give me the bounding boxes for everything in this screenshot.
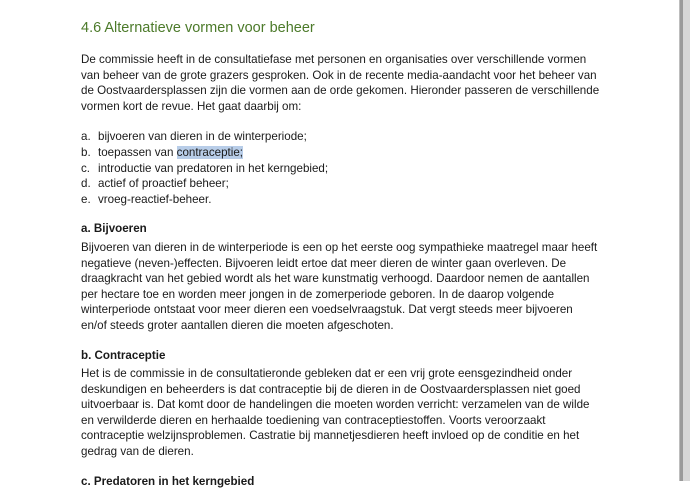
list-item-text: introductie van predatoren in het kerngebied; (98, 161, 329, 175)
list-item-text: vroeg-reactief-beheer. (98, 192, 212, 206)
intro-paragraph (81, 52, 611, 114)
section-heading: 4.6 Alternatieve vormen voor beheer (81, 20, 315, 36)
paragraph-line: winterperiode ontstaat voor meer dieren een voedselvraagstuk. Dat vergt steeds meer bijvoeren (81, 303, 573, 317)
intro-line: van beheer van de grote grazers gesproken. Ook in de recente media-aandacht voor het beheer van (81, 68, 597, 82)
list-item (81, 176, 611, 192)
intro-line: De commissie heeft in de consultatiefase met personen en organisaties over verschillende vormen (81, 53, 587, 66)
paragraph-line: draagkracht van het gebied wordt als het ware kunstmatig verhoogd. Daardoor nemen de aantallen (81, 272, 590, 286)
list-item (81, 161, 611, 177)
paragraph-line: Het is de commissie in de consultatieronde gebleken dat er een vrij grote eensgezindheid onder (81, 367, 573, 381)
paragraph-line: per hectare toe en worden meer jongen in de zomerperiode geboren. In de daarop volgende (81, 287, 555, 301)
list-marker: b. (81, 145, 91, 159)
window-edge (679, 0, 690, 481)
selected-text[interactable]: contraceptie; (176, 145, 244, 159)
subheading-contraceptie: b. Contraceptie (81, 348, 166, 362)
paragraph-line: contraceptie welzijnsproblemen. Castratie bij mannetjesdieren heeft invloed op de conditie en het (81, 429, 580, 443)
list-item (81, 145, 611, 161)
list-item-text: bijvoeren van dieren in de winterperiode; (98, 130, 307, 144)
list-item (81, 129, 611, 145)
paragraph-line: en/of steeds groter aantallen dieren die moeten afgeschoten. (81, 318, 394, 332)
intro-line: de Oostvaardersplassen zijn die vormen aan de orde gekomen. Hieronder passeren de verschillende (81, 84, 600, 98)
subheading-predatoren-cut: c. Predatoren in het kerngebied (81, 475, 255, 488)
list-marker: d. (81, 177, 91, 191)
list-item-text: actief of proactief beheer; (98, 177, 229, 191)
paragraph-line: gedrag van de dieren. (81, 445, 194, 459)
intro-line: vormen kort de revue. Het gaat daarbij om: (81, 99, 302, 113)
paragraph-line: uitvoerbaar is. Dat komt door de handelingen die moeten worden verricht: verzamelen van de wilde (81, 398, 590, 412)
paragraph-bijvoeren (81, 240, 611, 334)
list-marker: e. (81, 192, 91, 206)
window-edge-line (680, 0, 683, 481)
paragraph-line: negatieve (neven-)effecten. Bijvoeren leidt ertoe dat meer dieren de winter gaan overleven. De (81, 256, 567, 270)
subheading-bijvoeren: a. Bijvoeren (81, 222, 147, 236)
list-item (81, 192, 611, 208)
list-marker: c. (81, 161, 91, 175)
paragraph-line: en verwilderde dieren en herhaalde toediening van contraceptiestoffen. Voorts veroorzaakt (81, 413, 546, 427)
options-list (81, 129, 611, 207)
paragraph-contraceptie (81, 366, 611, 460)
paragraph-line: Bijvoeren van dieren in de winterperiode is een op het eerste oog sympathieke maatregel maar heeft (81, 240, 598, 254)
paragraph-line: deskundigen en beheerders is dat contraceptie bij de dieren in de Oostvaardersplassen niet goed (81, 382, 581, 396)
list-marker: a. (81, 130, 91, 144)
document-body (81, 17, 611, 460)
list-item-text (98, 145, 243, 161)
list-item-text-part: toepassen van (98, 145, 177, 159)
